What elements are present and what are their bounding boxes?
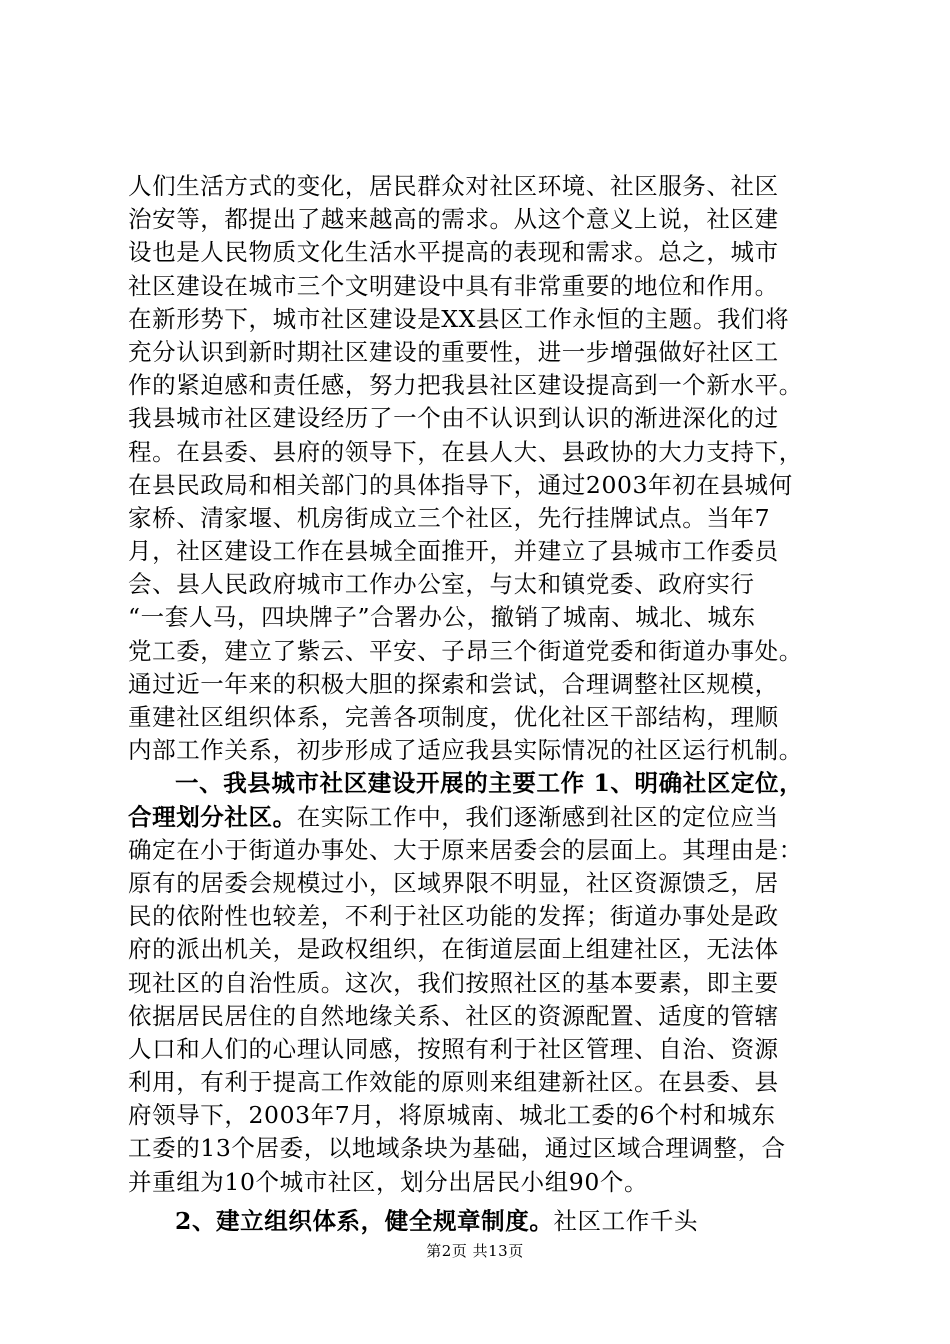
paragraph-line: 在新形势下，城市社区建设是XX县区工作永恒的主题。我们将	[128, 304, 790, 333]
section-2-line	[128, 1205, 848, 1238]
section-1-line: 人口和人们的心理认同感，按照有利于社区管理、自治、资源	[128, 1034, 779, 1063]
section-1-line: 府的派出机关，是政权组织，在街道层面上组建社区，无法体	[128, 935, 779, 964]
paragraph-line: 治安等，都提出了越来越高的需求。从这个意义上说，社区建	[128, 205, 779, 234]
paragraph-line: 月，社区建设工作在县城全面推开，并建立了县城市工作委员	[128, 537, 779, 566]
paragraph-line: 人们生活方式的变化，居民群众对社区环境、社区服务、社区	[128, 172, 779, 200]
section-1-line: 依据居民居住的自然地缘关系、社区的资源配置、适度的管辖	[128, 1001, 779, 1030]
paragraph-line: 我县城市社区建设经历了一个由不认识到认识的渐进深化的过	[128, 404, 779, 433]
section-1-line: 利用，有利于提高工作效能的原则来组建新社区。在县委、县	[128, 1068, 779, 1097]
paragraph-line: 充分认识到新时期社区建设的重要性，进一步增强做好社区工	[128, 337, 779, 366]
section-1-line: 并重组为10个城市社区，划分出居民小组90个。	[128, 1167, 649, 1196]
paragraph-line: 重建社区组织体系，完善各项制度，优化社区干部结构，理顺	[128, 703, 779, 731]
section-heading-1: 一、我县城市社区建设开展的主要工作 1、明确社区定位，	[175, 769, 804, 798]
paragraph-line: 作的紧迫感和责任感，努力把我县社区建设提高到一个新水平。	[128, 371, 803, 400]
section-1-line: 确定在小于街道办事处、大于原来居委会的层面上。其理由是：	[128, 835, 803, 864]
section-1-line: 现社区的自治性质。这次，我们按照社区的基本要素，即主要	[128, 968, 779, 997]
section-1-line: 工委的13个居委，以地域条块为基础，通过区域合理调整，合	[128, 1134, 786, 1163]
paragraph-line: 程。在县委、县府的领导下，在县人大、县政协的大力支持下，	[128, 437, 803, 466]
section-heading-2: 2、建立组织体系，健全规章制度。	[175, 1206, 554, 1235]
section-1-text: 在实际工作中，我们逐渐感到社区的定位应当	[296, 802, 779, 831]
section-1-line: 府领导下，2003年7月，将原城南、城北工委的6个村和城东	[128, 1101, 776, 1130]
paragraph-line: 在县民政局和相关部门的具体指导下，通过2003年初在县城何	[128, 470, 793, 499]
paragraph-line: 通过近一年来的积极大胆的探索和尝试，合理调整社区规模，	[128, 669, 779, 698]
paragraph-line: 家桥、清家堰、机房街成立三个社区，先行挂牌试点。当年7	[128, 503, 771, 532]
paragraph-line: 党工委，建立了紫云、平安、子昂三个街道党委和街道办事处。	[128, 636, 803, 665]
paragraph-line: 会、县人民政府城市工作办公室，与太和镇党委、政府实行	[128, 570, 755, 599]
section-1-line	[128, 801, 848, 834]
section-1-line: 民的依附性也较差，不利于社区功能的发挥；街道办事处是政	[128, 902, 779, 931]
section-2-text: 社区工作千头	[553, 1206, 699, 1235]
paragraph-line: 社区建设在城市三个文明建设中具有非常重要的地位和作用。	[128, 271, 779, 300]
page-footer: 第2页 共13页	[426, 1242, 524, 1260]
section-1-line: 原有的居委会规模过小，区域界限不明显，社区资源馈乏，居	[128, 868, 779, 897]
document-body	[128, 170, 848, 1238]
paragraph-line: 内部工作关系，初步形成了适应我县实际情况的社区运行机制。	[128, 736, 803, 765]
paragraph-line: 设也是人民物质文化生活水平提高的表现和需求。总之，城市	[128, 238, 779, 267]
paragraph-line: “一套人马，四块牌子”合署办公，撤销了城南、城北、城东	[128, 603, 756, 632]
section-heading-1-continued: 合理划分社区。	[128, 802, 297, 831]
